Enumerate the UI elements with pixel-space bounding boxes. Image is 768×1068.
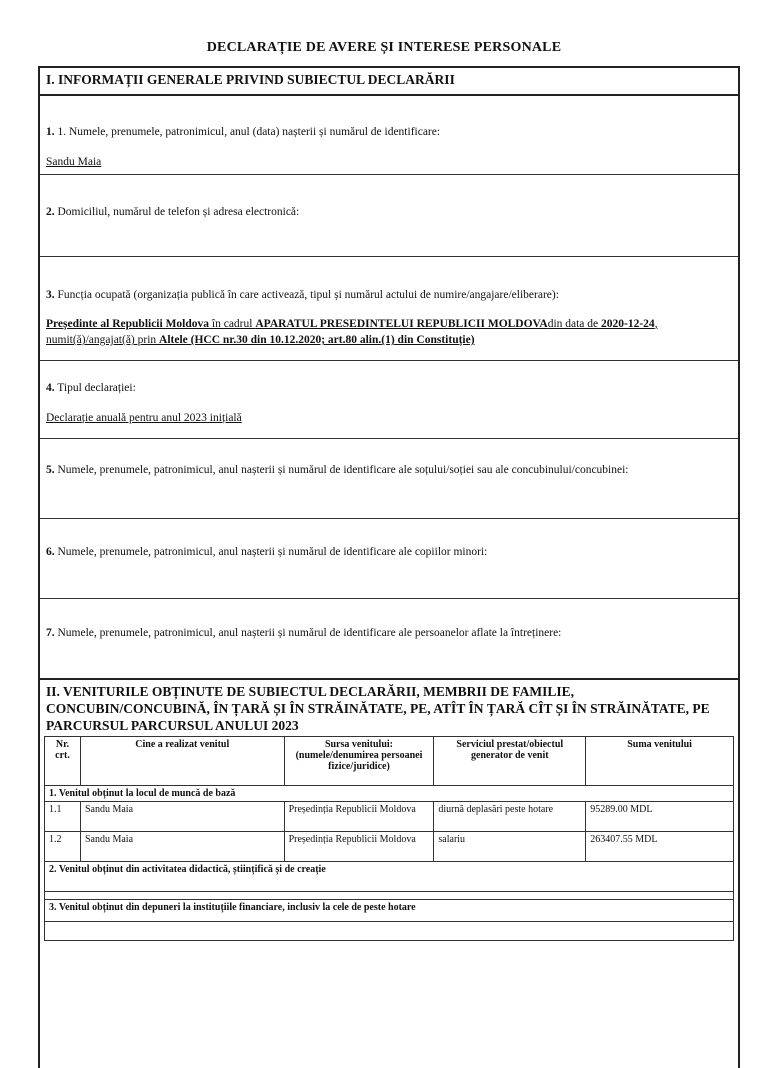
question-3-label: 3. Funcția ocupată (organizația publică în care activează, tipul și numărul actului de numire/angajare/eliberare): xyxy=(46,289,559,301)
cell-who: Sandu Maia xyxy=(80,802,284,832)
category-row xyxy=(45,786,734,802)
cell-service: salariu xyxy=(434,832,586,862)
question-3-answer: Președinte al Republicii Moldova în cadrul APARATUL PRESEDINTELUI REPUBLICII MOLDOVAdin data de 2020-12-24, numit(ă)/angajat(ă) prin Altele (HCC nr.30 din 10.12.2020; art.80 alin.(1) din Constituție) xyxy=(46,318,658,347)
category-2-label: 2. Venitul obținut din activitatea didactică, științifică și de creație xyxy=(45,862,734,892)
cell-amount: 263407.55 MDL xyxy=(586,832,734,862)
section-1-heading: I. INFORMAȚII GENERALE PRIVIND SUBIECTUL DECLARĂRII xyxy=(46,72,455,87)
cell-source: Președinția Republicii Moldova xyxy=(284,832,434,862)
question-4-block xyxy=(40,360,738,439)
question-7-block xyxy=(40,598,738,680)
category-3-label: 3. Venitul obținut din depuneri la instituțiile financiare, inclusiv la cele de peste hotare xyxy=(45,900,734,922)
col-who: Cine a realizat venitul xyxy=(80,737,284,786)
document-title: DECLARAȚIE DE AVERE ȘI INTERESE PERSONALE xyxy=(206,40,562,55)
cell-nr: 1.2 xyxy=(45,832,81,862)
empty-row xyxy=(45,892,734,900)
col-nr: Nr. crt. xyxy=(45,737,81,786)
question-1-label: 1. 1. Numele, prenumele, patronimicul, anul (data) nașterii și numărul de identificare: xyxy=(46,126,441,138)
category-row xyxy=(45,862,734,892)
cell-nr: 1.1 xyxy=(45,802,81,832)
col-source: Sursa venitului: (numele/denumirea persoanei fizice/juridice) xyxy=(284,737,434,786)
cell-who: Sandu Maia xyxy=(80,832,284,862)
question-6-label: 6. Numele, prenumele, patronimicul, anul nașterii și numărul de identificare ale copiilor minori: xyxy=(46,546,488,558)
cell-amount: 95289.00 MDL xyxy=(586,802,734,832)
category-1-label: 1. Venitul obținut la locul de muncă de bază xyxy=(45,786,734,802)
question-2-label: 2. Domiciliul, numărul de telefon și adresa electronică: xyxy=(46,206,300,218)
section-2-heading: II. VENITURILE OBȚINUTE DE SUBIECTUL DECLARĂRII, MEMBRII DE FAMILIE, CONCUBIN/CONCUBINĂ, ÎN ȚARĂ ȘI ÎN STRĂINĂTATE, PE, ATÎT ÎN ȚARĂ CÎT ȘI ÎN STRĂINĂTATE, PE PARCURSUL PARCURSUL ANULUI 2023 xyxy=(46,684,710,733)
question-4-answer: Declarație anuală pentru anul 2023 inițială xyxy=(46,412,242,424)
cell-service: diurnă deplasări peste hotare xyxy=(434,802,586,832)
question-6-block xyxy=(40,518,738,599)
question-7-label: 7. Numele, prenumele, patronimicul, anul nașterii și numărul de identificare ale persoanelor aflate la întreținere: xyxy=(46,627,562,639)
question-2-block xyxy=(40,174,738,257)
income-table xyxy=(44,736,734,941)
income-table-header xyxy=(45,737,734,786)
table-row xyxy=(45,802,734,832)
section-1-header xyxy=(40,68,738,96)
question-1-answer: Sandu Maia xyxy=(46,156,102,168)
cell-source: Președinția Republicii Moldova xyxy=(284,802,434,832)
question-5-block xyxy=(40,438,738,519)
question-5-label: 5. Numele, prenumele, patronimicul, anul nașterii și numărul de identificare ale soțului/soției sau ale concubinului/concubinei: xyxy=(46,464,629,476)
question-4-label: 4. Tipul declarației: xyxy=(46,382,136,394)
empty-row xyxy=(45,922,734,941)
question-3-block xyxy=(40,256,738,361)
table-row xyxy=(45,832,734,862)
question-1-block xyxy=(40,94,738,175)
section-2-header xyxy=(40,680,738,739)
category-row xyxy=(45,900,734,922)
col-amount: Suma venitului xyxy=(586,737,734,786)
declaration-form xyxy=(38,66,740,1068)
col-service: Serviciul prestat/obiectul generator de venit xyxy=(434,737,586,786)
